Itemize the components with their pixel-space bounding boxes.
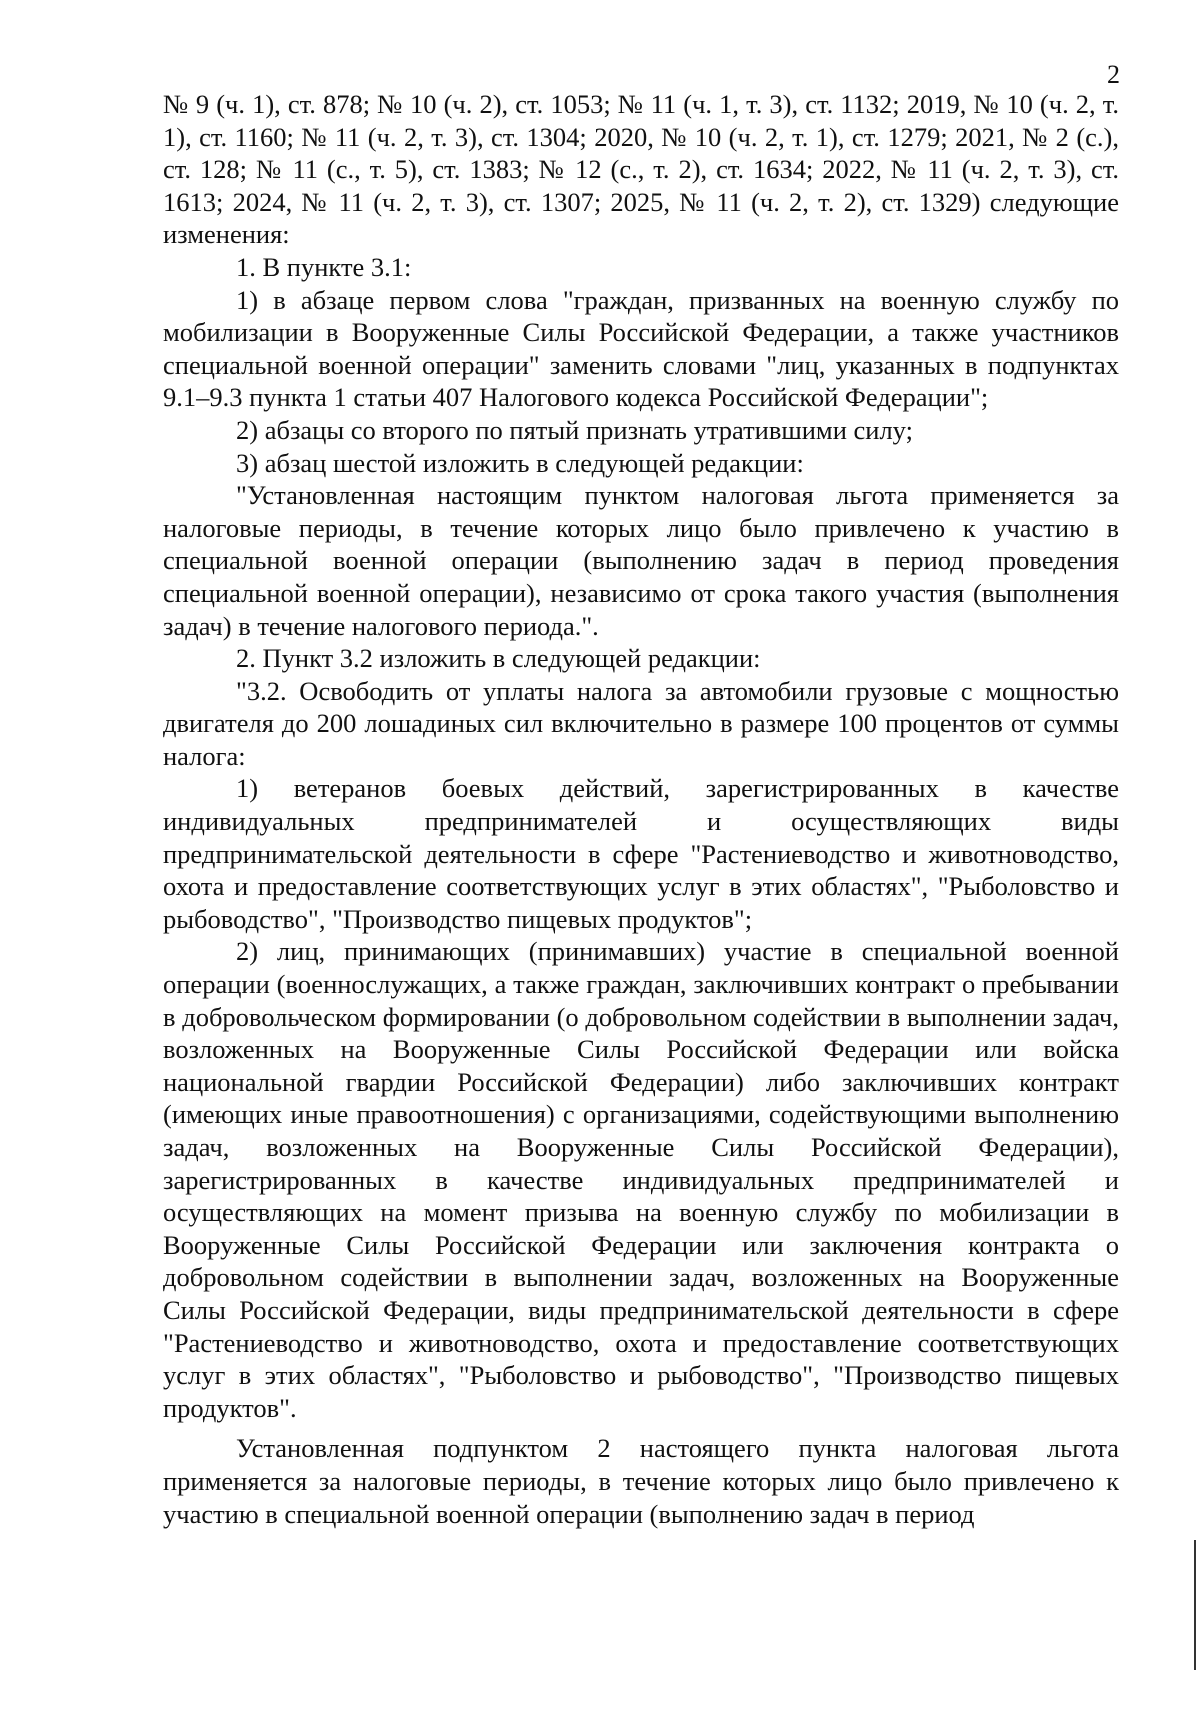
page-number: 2	[1107, 60, 1120, 89]
paragraph-subitem-2: 2) абзацы со второго по пятый признать утратившими силу;	[236, 414, 913, 445]
paragraph-item-2: 2. Пункт 3.2 изложить в следующей редакции:	[236, 643, 761, 674]
paragraph-quoted-text: "Установленная настоящим пунктом налоговая льгота применяется за налоговые периоды, в течение которых лицо было привлечено к участию в специальной военной операции (выполнению задач в период проведения специальной военной операции), независимо от срока такого участия (выполнения задач) в течение налогового периода.".	[163, 480, 1119, 641]
paragraph-item-1: 1. В пункте 3.1:	[236, 251, 412, 282]
paragraph-subitem-3: 3) абзац шестой изложить в следующей редакции:	[236, 447, 804, 478]
paragraph-continuation: № 9 (ч. 1), ст. 878; № 10 (ч. 2), ст. 1053; № 11 (ч. 1, т. 3), ст. 1132; 2019, № 10 (ч. 2, т. 1), ст. 1160; № 11 (ч. 2, т. 3), ст. 1304; 2020, № 10 (ч. 2, т. 1), ст. 1279; 2021, № 2 (с.), ст. 128; № 11 (с., т. 5), ст. 1383; № 12 (с., т. 2), ст. 1634; 2022, № 11 (ч. 2, т. 3), ст. 1613; 2024, № 11 (ч. 2, т. 3), ст. 1307; 2025, № 11 (ч. 2, т. 2), ст. 1329) следующие изменения:	[163, 89, 1119, 250]
paragraph-point-3-2: "3.2. Освободить от уплаты налога за автомобили грузовые с мощностью двигателя до 200 лошадиных сил включительно в размере 100 процентов от суммы налога:	[163, 675, 1119, 771]
paragraph-point-3-2-sub-1: 1) ветеранов боевых действий, зарегистрированных в качестве индивидуальных предпринимателей и осуществляющих виды предпринимательской деятельности в сфере "Растениеводство и животноводство, охота и предоставление соответствующих услуг в этих областях", "Рыболовство и рыбоводство", "Производство пищевых продуктов";	[163, 773, 1119, 934]
document-body	[163, 88, 1119, 1530]
paragraph-tax-benefit: Установленная подпунктом 2 настоящего пункта налоговая льгота применяется за налоговые периоды, в течение которых лицо было привлечено к участию в специальной военной операции (выполнению задач в период	[163, 1433, 1119, 1529]
paragraph-subitem-1: 1) в абзаце первом слова "граждан, призванных на военную службу по мобилизации в Вооруженные Силы Российской Федерации, а также участников специальной военной операции" заменить словами "лиц, указанных в подпунктах 9.1–9.3 пункта 1 статьи 407 Налогового кодекса Российской Федерации";	[163, 284, 1119, 413]
scan-edge-mark	[1194, 1540, 1196, 1670]
paragraph-point-3-2-sub-2: 2) лиц, принимающих (принимавших) участие в специальной военной операции (военнослужащих, а также граждан, заключивших контракт о пребывании в добровольческом формировании (о добровольном содействии в выполнении задач, возложенных на Вооруженные Силы Российской Федерации или войска национальной гвардии Российской Федерации) либо заключивших контракт (имеющих иные правоотношения) с организациями, содействующими выполнению задач, возложенных на Вооруженные Силы Российской Федерации), зарегистрированных в качестве индивидуальных предпринимателей и осуществляющих на момент призыва на военную службу по мобилизации в Вооруженные Силы Российской Федерации или заключения контракта о добровольном содействии в выполнении задач, возложенных на Вооруженные Силы Российской Федерации, виды предпринимательской деятельности в сфере "Растениеводство и животноводство, охота и предоставление соответствующих услуг в этих областях", "Рыболовство и рыбоводство", "Производство пищевых продуктов".	[163, 936, 1119, 1423]
